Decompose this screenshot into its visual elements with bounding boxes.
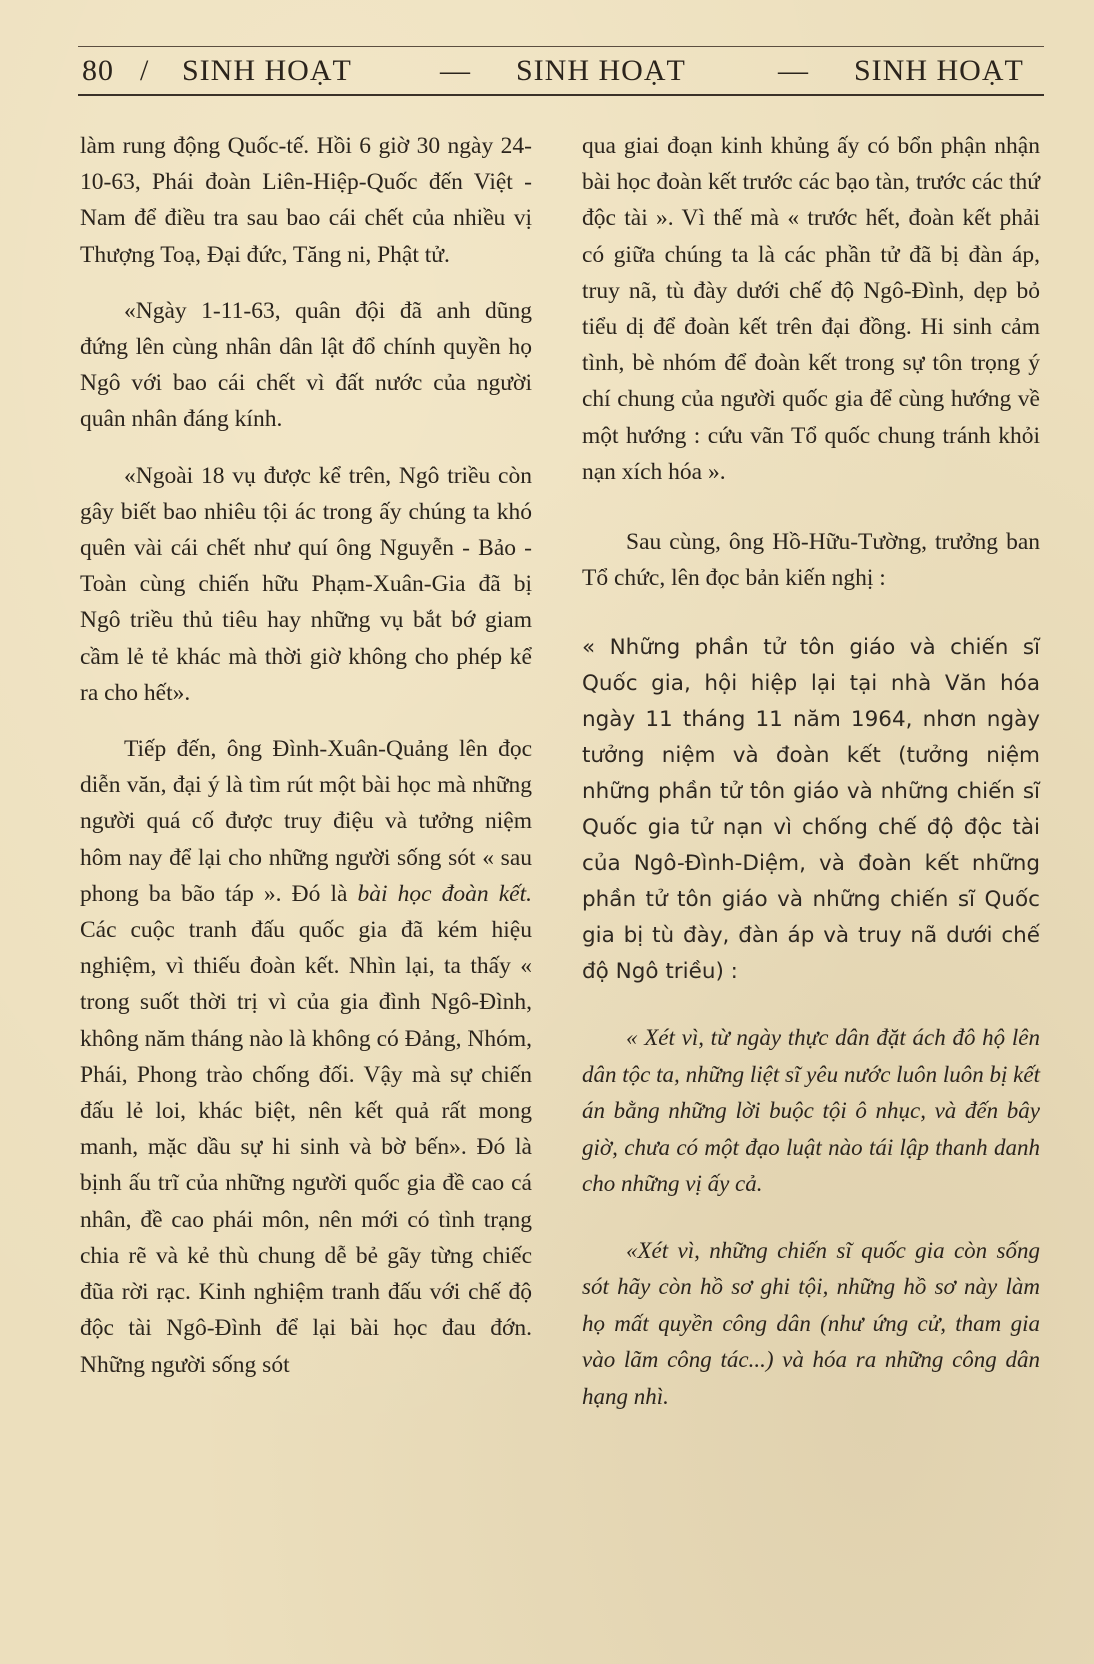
petition-whereas-1: « Xét vì, từ ngày thực dân đặt ách đô hộ lên dân tộc ta, những liệt sĩ yêu nước luôn luôn bị kết án bằng những lời buộc tội ô nhục, và đến bây giờ, chưa có một đạo luật nào tái lập thanh danh cho những vị ấy cả.: [582, 1025, 1040, 1197]
page-number: 80: [82, 54, 114, 87]
header-dash-1: —: [440, 54, 471, 87]
left-column: [80, 128, 532, 1383]
header-title-3: SINH HOẠT: [854, 54, 1024, 87]
left-paragraph-1: làm rung động Quốc-tế. Hồi 6 giờ 30 ngày 24-10-63, Phái đoàn Liên-Hiệp-Quốc đến Việt - Nam để điều tra sau bao cái chết của nhiều vị Thượng Toạ, Đại đức, Tăng ni, Phật tử.: [80, 133, 532, 268]
left-paragraph-4-part-a: Tiếp đến, ông Đình-Xuân-Quảng lên đọc diễn văn, đại ý là tìm rút một bài học mà những người quá cố được truy điệu và tưởng niệm hôm nay để lại cho những người sống sót « sau phong ba bão táp ». Đó là: [80, 736, 532, 907]
header-title-1: SINH HOẠT: [182, 54, 352, 87]
header-top-rule: [78, 46, 1044, 47]
running-header: [78, 50, 1044, 96]
right-paragraph-2: Sau cùng, ông Hồ-Hữu-Tường, trưởng ban Tổ chức, lên đọc bản kiến nghị :: [582, 529, 1040, 592]
header-bottom-rule: [78, 94, 1044, 96]
left-paragraph-2: «Ngày 1-11-63, quân đội đã anh dũng đứng lên cùng nhân dân lật đổ chính quyền họ Ngô với bao cái chết vì đất nước của người quân nhân đáng kính.: [80, 297, 532, 433]
header-title-2: SINH HOẠT: [516, 54, 686, 87]
right-column: [582, 128, 1040, 1415]
header-slash: /: [140, 54, 150, 87]
header-dash-2: —: [778, 54, 809, 87]
right-paragraph-1: qua giai đoạn kinh khủng ấy có bổn phận nhận bài học đoàn kết trước các bạo tàn, trước các thứ độc tài ». Vì thế mà « trước hết, đoàn kết phải có giữa chúng ta là các phần tử đã bị đàn áp, truy nã, tù đày dưới chế độ Ngô-Đình, dẹp bỏ tiểu dị để đoàn kết trên đại đồng. Hi sinh cảm tình, bè nhóm để đoàn kết trong sự tôn trọng ý chí chung của người quốc gia để cùng hướng về một hướng : cứu vãn Tổ quốc chung tránh khỏi nạn xích hóa ».: [582, 133, 1040, 485]
lesson-emphasis: bài học đoàn kết.: [357, 880, 532, 907]
left-paragraph-4: [80, 731, 532, 1383]
left-paragraph-4-part-b: Các cuộc tranh đấu quốc gia đã kém hiệu nghiệm, vì thiếu đoàn kết. Nhìn lại, ta thấy « trong suốt thời trị vì của gia đình Ngô-Đình, không năm tháng nào là không có Đảng, Nhóm, Phái, Phong trào chống đối. Vậy mà sự chiến đấu lẻ loi, khác biệt, nên kết quả rất mong manh, mặc dầu sự hi sinh và bờ bến». Đó là bịnh ấu trĩ của những người quốc gia đề cao cá nhân, đề cao phái môn, nên mới có tình trạng chia rẽ và kẻ thù chung dễ bẻ gãy từng chiếc đũa rời rạc. Kinh nghiệm tranh đấu với chế độ độc tài Ngô-Đình để lại bài học đau đớn. Những người sống sót: [80, 917, 532, 1378]
petition-intro: « Những phần tử tôn giáo và chiến sĩ Quốc gia, hội hiệp lại tại nhà Văn hóa ngày 11 tháng 11 năm 1964, nhơn ngày tưởng niệm và đoàn kết (tưởng niệm những phần tử tôn giáo và những chiến sĩ Quốc gia tử nạn vì chống chế độ độc tài của Ngô-Đình-Diệm, và đoàn kết những phần tử tôn giáo và những chiến sĩ Quốc gia bị tù đày, đàn áp và truy nã dưới chế độ Ngô triều) :: [582, 635, 1040, 985]
left-paragraph-3: «Ngoài 18 vụ được kể trên, Ngô triều còn gây biết bao nhiêu tội ác trong ấy chúng ta khó quên vài cái chết như quí ông Nguyễn - Bảo - Toàn cùng chiến hữu Phạm-Xuân-Gia đã bị Ngô triều thủ tiêu hay những vụ bắt bớ giam cầm lẻ tẻ khác mà thời giờ không cho phép kể ra cho hết».: [80, 462, 532, 706]
petition-whereas-2: «Xét vì, những chiến sĩ quốc gia còn sống sót hãy còn hồ sơ ghi tội, những hồ sơ này làm họ mất quyền công dân (như ứng cử, tham gia vào lãm công tác...) và hóa ra những công dân hạng nhì.: [582, 1237, 1040, 1409]
